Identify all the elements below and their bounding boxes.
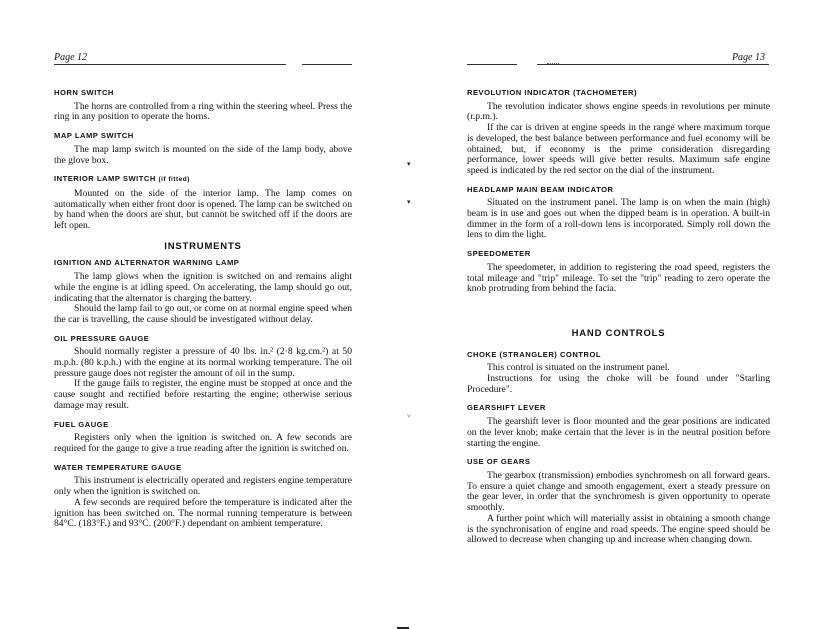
section-speedometer <box>467 249 770 295</box>
chapter-title-hand-controls: HAND CONTROLS <box>571 327 666 339</box>
section-heading-text: GEARSHIFT LEVER <box>467 403 546 413</box>
section-heading <box>467 403 770 414</box>
section-gearshift-lever <box>467 403 770 449</box>
section-revolution-indicator-tachometer <box>467 88 770 177</box>
section-heading <box>467 350 770 361</box>
header-rule-short <box>302 64 352 65</box>
section-horn-switch <box>54 88 352 123</box>
section-interior-lamp-switch <box>54 174 352 232</box>
paragraph: Registers only when the ignition is switched on. A few seconds are required for the gauge to give a true reading after the ignition is switched on. <box>54 432 352 454</box>
section-heading-text: WATER TEMPERATURE GAUGE <box>54 462 182 472</box>
paragraph: Should normally register a pressure of 40 lbs. in.² (2·8 kg.cm.²) at 50 m.p.h. (80 k.p.h.) with the engine at its normal working temperature. The oil pressure gauge does not register the amount of oil in the sump. <box>54 346 352 379</box>
paragraph: The gearbox (transmission) embodies synchromesh on all forward gears. To ensure a quiet change and smooth engagement, exert a steady pressure on the gear lever, in order that the synchromesh is given opportunity to operate smoothly. <box>467 469 770 514</box>
section-heading <box>54 258 352 269</box>
gutter-mark: ˅ <box>407 412 411 420</box>
page-number-left: Page 12 <box>54 52 88 63</box>
paragraph: Situated on the instrument panel. The lamp is on when the main (high) beam is in use and goes out when the dipped beam is in operation. A built-in dimmer in the form of a roll-down lens is incorporated. Simply roll down the lens to dim the light. <box>467 197 770 241</box>
paragraph: This instrument is electrically operated and registers engine temperature only when the ignition is switched on. <box>54 475 352 498</box>
section-heading <box>54 174 352 186</box>
section-heading-text: OIL PRESSURE GAUGE <box>54 333 150 343</box>
section-heading <box>54 88 352 99</box>
paragraph: A further point which will materially assist in obtaining a smooth change is the synchronisation of engine and road speeds. The engine speed should be allowed to decrease when changing up and increase when changing down. <box>467 512 770 546</box>
left-page <box>0 0 407 629</box>
section-heading <box>54 463 352 474</box>
section-heading-text: USE OF GEARS <box>467 457 531 467</box>
section-heading <box>54 131 352 142</box>
right-page-content <box>467 88 770 554</box>
section-oil-pressure-gauge <box>54 334 352 412</box>
section-ignition-and-alternator-warning-lamp <box>54 258 352 325</box>
paragraph: A few seconds are required before the temperature is indicated after the ignition has been switched on. The normal running temperature is between 84°C. (183°F.) and 93°C. (200°F.) dependant on ambient temperature. <box>54 496 352 530</box>
section-heading <box>54 420 352 431</box>
section-heading-text: SPEEDOMETER <box>467 249 531 259</box>
paragraph: If the car is driven at engine speeds in the range where maximum torque is developed, the best balance between performance and fuel economy will be obtained, but, if economy is the prime consideration disregarding performance, lower speeds will give better results. Maximum safe engine speed is indicated by the red sector on the dial of the instrument. <box>467 122 770 176</box>
section-heading-note: (if fitted) <box>158 176 190 184</box>
section-heading-text: MAP LAMP SWITCH <box>54 131 134 141</box>
section-fuel-gauge <box>54 420 352 455</box>
page-number-right: Page 13 <box>731 52 765 63</box>
chapter-title-instruments: INSTRUMENTS <box>164 240 242 252</box>
paragraph: The map lamp switch is mounted on the side of the lamp body, above the glove box. <box>54 143 352 166</box>
section-heading-text: INTERIOR LAMP SWITCH <box>54 174 156 184</box>
section-heading-text: REVOLUTION INDICATOR (TACHOMETER) <box>467 88 638 97</box>
section-headlamp-main-beam-indicator <box>467 185 770 242</box>
gutter-mark: ▾ <box>407 198 411 206</box>
paragraph: Mounted on the side of the interior lamp. The lamp comes on automatically when either front door is opened. The lamp can be switched on by hand when the doors are shut, but cannot be switched off if the doors are left open. <box>54 187 352 232</box>
section-heading <box>467 88 770 99</box>
section-heading-text: HEADLAMP MAIN BEAM INDICATOR <box>467 184 614 194</box>
section-map-lamp-switch <box>54 131 352 166</box>
right-page <box>407 0 815 629</box>
header-rule <box>537 64 769 65</box>
section-heading-text: CHOKE (STRANGLER) CONTROL <box>467 349 601 359</box>
paragraph: If the gauge fails to register, the engine must be stopped at once and the cause sought and rectified before restarting the engine; otherwise serious damage may result. <box>54 378 352 411</box>
paragraph: This control is situated on the instrument panel. <box>487 362 670 374</box>
section-choke-strangler-control <box>467 350 770 396</box>
section-water-temperature-gauge <box>54 463 352 530</box>
paragraph: The lamp glows when the ignition is switched on and remains alight while the engine is at idling speed. On accelerating, the lamp should go out, indicating that the alternator is charging the battery. <box>54 271 352 304</box>
left-page-content <box>54 88 352 538</box>
section-heading <box>467 185 770 196</box>
section-heading-text: FUEL GAUGE <box>54 419 109 429</box>
section-use-of-gears <box>467 457 770 546</box>
paragraph: The gearshift lever is floor mounted and the gear positions are indicated on the lever knob; make certain that the lever is in the neutral position before starting the engine. <box>467 416 770 449</box>
section-heading <box>467 249 770 260</box>
section-heading-text: IGNITION AND ALTERNATOR WARNING LAMP <box>54 258 240 268</box>
header-rule <box>54 64 286 65</box>
section-heading <box>54 334 352 345</box>
paragraph: The speedometer, in addition to registering the road speed, registers the total mileage and "trip" mileage. To set the "trip" reading to zero operate the knob protruding from behind the facia. <box>467 261 770 295</box>
section-heading <box>467 457 770 468</box>
paragraph: Instructions for using the choke will be found under "Starling Procedure". <box>467 373 770 395</box>
header-rule-short <box>467 64 517 65</box>
section-heading-text: HORN SWITCH <box>54 88 114 97</box>
paragraph: The revolution indicator shows engine speeds in revolutions per minute (r.p.m.). <box>467 100 770 123</box>
paragraph: The horns are controlled from a ring within the steering wheel. Press the ring in any position to operate the horns. <box>54 100 352 123</box>
paragraph: Should the lamp fail to go out, or come on at normal engine speed when the car is travelling, the cause should be investigated without delay. <box>54 303 352 325</box>
gutter-mark: ▾ <box>407 160 411 168</box>
